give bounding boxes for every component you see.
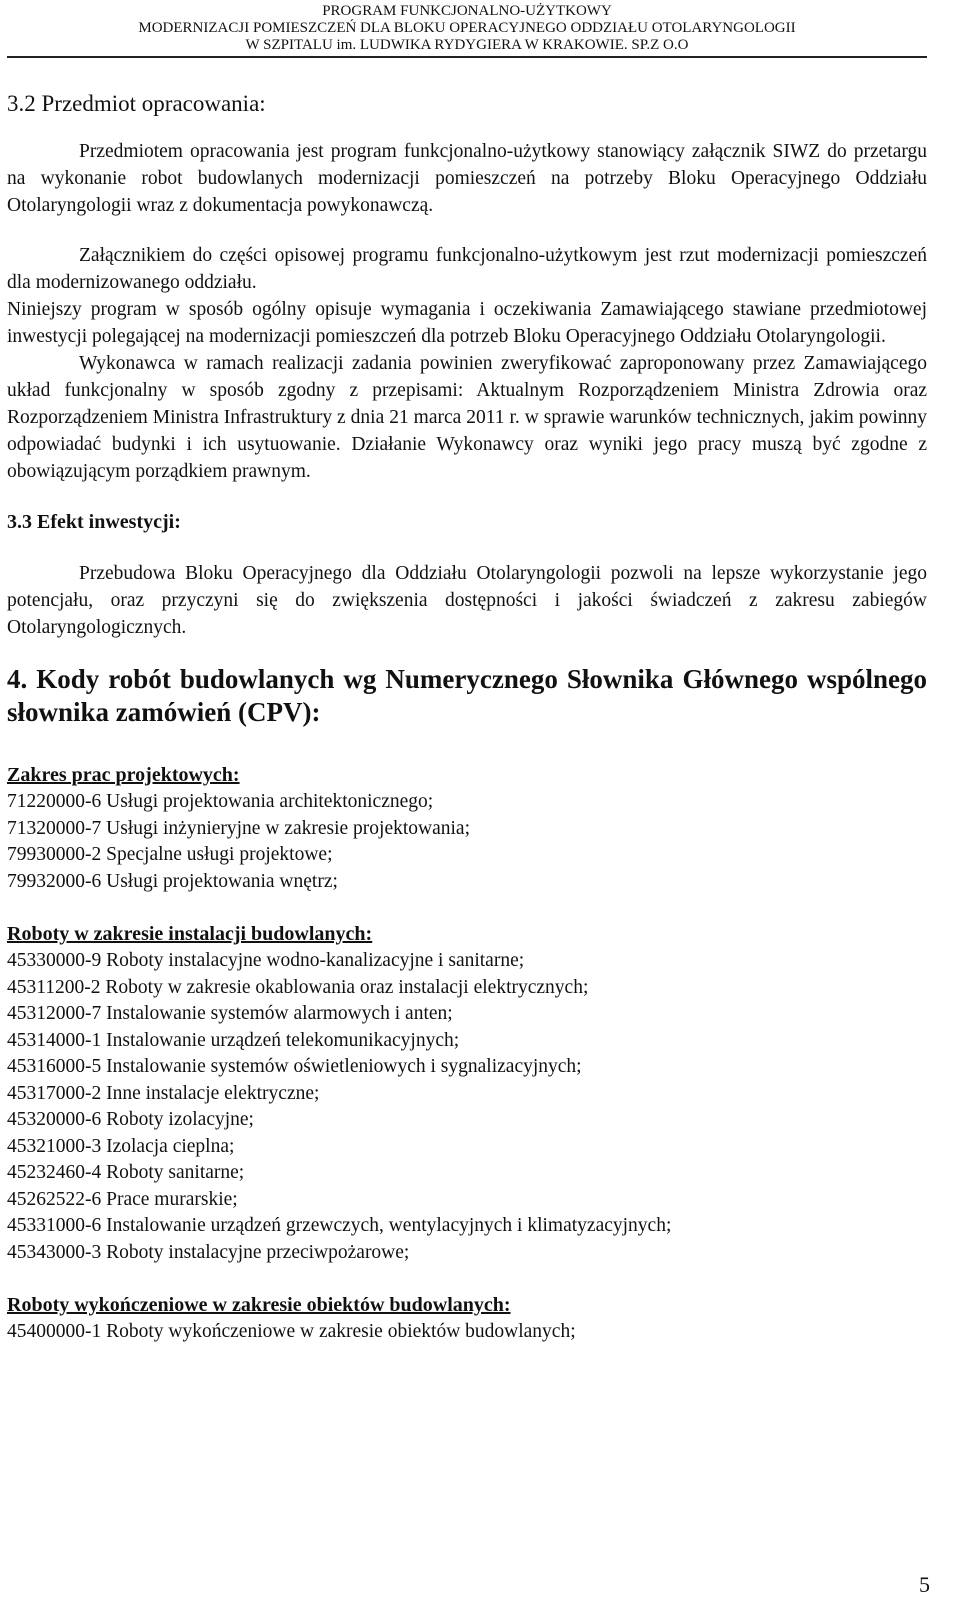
group-2-list <box>7 948 927 1266</box>
list-item: 45232460-4 Roboty sanitarne; <box>7 1162 245 1183</box>
header-divider <box>7 56 927 58</box>
list-item: 79930000-2 Specjalne usługi projektowe; <box>7 844 333 865</box>
section-3-2-paragraph-2: Załącznikiem do części opisowej programu funkcjonalno-użytkowym jest rzut modernizacji pomieszczeń dla modernizowanego oddziału. <box>7 245 927 293</box>
page-number: 5 <box>919 1572 930 1597</box>
list-item: 45314000-1 Instalowanie urządzeń telekomunikacyjnych; <box>7 1029 460 1051</box>
list-item: 79932000-6 Usługi projektowania wnętrz; <box>7 870 338 892</box>
group-1-list <box>7 789 927 895</box>
section-3-2-paragraph-3: Niniejszy program w sposób ogólny opisuje wymagania i oczekiwania Zamawiającego stawiane przedmiotowej inwestycji polegającej na modernizacji pomieszczeń dla potrzeb Bloku Operacyjnego Oddziału Otolaryngologii. <box>7 299 927 347</box>
list-item: 45343000-3 Roboty instalacyjne przeciwpożarowe; <box>7 1241 410 1263</box>
section-3-3-paragraph-1: Przebudowa Bloku Operacyjnego dla Oddziału Otolaryngologii pozwoli na lepsze wykorzystanie jego potencjału, oraz przyczyni się do zwiększenia dostępności i jakości świadczeń z zakresu zabiegów Otolaryngologicznych. <box>7 563 927 638</box>
list-item: 45321000-3 Izolacja cieplna; <box>7 1135 235 1157</box>
section-3-2-paragraph-4: Wykonawca w ramach realizacji zadania powinien zweryfikować zaproponowany przez Zamawiającego układ funkcjonalny w sposób zgodny z przepisami: Aktualnym Rozporządzeniem Ministra Zdrowia oraz Rozporządzeniem Ministra Infrastruktury z dnia 21 marca 2011 r. w sprawie warunków technicznych, jakim powinny odpowiadać budynki i ich usytuowanie. Działanie Wykonawcy oraz wyniki jego pracy muszą być zgodne z obowiązującym porządkiem prawnym. <box>7 353 927 482</box>
list-item: 45317000-2 Inne instalacje elektryczne; <box>7 1082 320 1104</box>
list-item: 45331000-6 Instalowanie urządzeń grzewczych, wentylacyjnych i klimatyzacyjnych; <box>7 1215 672 1236</box>
list-item: 71220000-6 Usługi projektowania architektonicznego; <box>7 791 434 812</box>
document-page <box>7 0 927 1346</box>
list-item: 45320000-6 Roboty izolacyjne; <box>7 1109 254 1130</box>
section-4-heading: 4. Kody robót budowlanych wg Numerycznego Słownika Głównego wspólnego słownika zamówień (CPV): <box>7 664 927 727</box>
list-item: 45311200-2 Roboty w zakresie okablowania oraz instalacji elektrycznych; <box>7 976 589 998</box>
list-item: 45330000-9 Roboty instalacyjne wodno-kanalizacyjne i sanitarne; <box>7 950 525 971</box>
list-item: 45400000-1 Roboty wykończeniowe w zakresie obiektów budowlanych; <box>7 1321 576 1342</box>
group-3-title: Roboty wykończeniowe w zakresie obiektów budowlanych: <box>7 1294 511 1316</box>
page-header <box>7 3 927 54</box>
list-item: 45262522-6 Prace murarskie; <box>7 1188 238 1210</box>
header-line-2: MODERNIZACJI POMIESZCZEŃ DLA BLOKU OPERACYJNEGO ODDZIAŁU OTOLARYNGOLOGII <box>138 20 796 36</box>
section-3-2-paragraph-1: Przedmiotem opracowania jest program funkcjonalno-użytkowy stanowiący załącznik SIWZ do przetargu na wykonanie robot budowlanych modernizacji pomieszczeń na potrzeby Bloku Operacyjnego Oddziału Otolaryngologii wraz z dokumentacja powykonawczą. <box>7 141 927 216</box>
list-item: 71320000-7 Usługi inżynieryjne w zakresie projektowania; <box>7 817 471 839</box>
list-item: 45312000-7 Instalowanie systemów alarmowych i anten; <box>7 1003 453 1024</box>
list-item: 45316000-5 Instalowanie systemów oświetleniowych i sygnalizacyjnych; <box>7 1056 582 1077</box>
group-1-title: Zakres prac projektowych: <box>7 764 240 786</box>
group-3-list <box>7 1319 927 1346</box>
group-2-title: Roboty w zakresie instalacji budowlanych: <box>7 923 373 945</box>
section-3-2-heading: 3.2 Przedmiot opracowania: <box>7 91 266 116</box>
header-line-1: PROGRAM FUNKCJONALNO-UŻYTKOWY <box>322 3 612 19</box>
section-3-3-heading: 3.3 Efekt inwestycji: <box>7 511 181 533</box>
header-line-3: W SZPITALU im. LUDWIKA RYDYGIERA W KRAKOWIE. SP.Z O.O <box>245 37 689 53</box>
